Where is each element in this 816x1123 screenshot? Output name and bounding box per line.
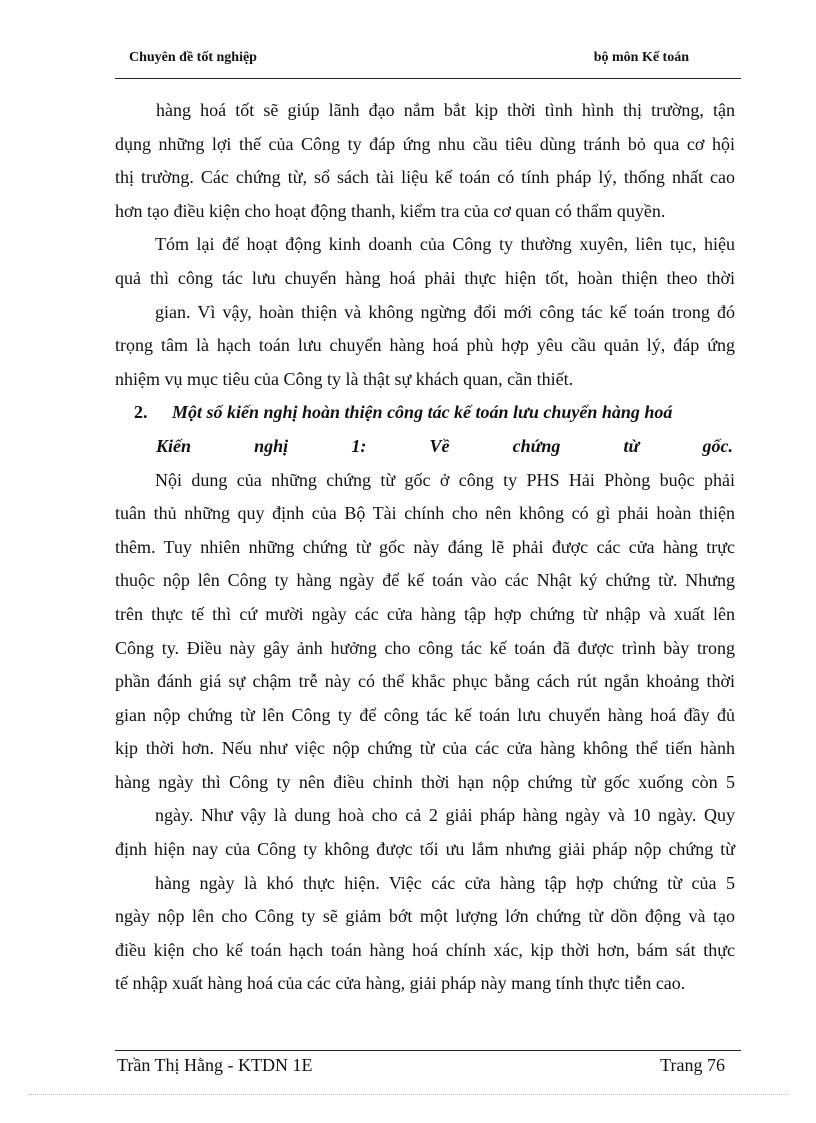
- subheading-word: chứng: [512, 435, 561, 456]
- page-number: Trang 76: [660, 1055, 725, 1075]
- text-line: tế nhập xuất hàng hoá của các cửa hàng, giải pháp này mang tính thực tiễn cao.: [115, 973, 686, 994]
- text-line: định hiện nay của Công ty không được tối ưu lắm nhưng giải pháp nộp chứng từ: [115, 839, 735, 860]
- subheading: [115, 430, 735, 464]
- subheading-word: nghị: [254, 435, 289, 456]
- text-line: thuộc nộp lên Công ty hàng ngày để kế toán vào các Nhật ký chứng từ. Nhưng: [115, 570, 735, 591]
- text-line: kịp thời hơn. Nếu như việc nộp chứng từ của các cửa hàng không thể tiến hành: [115, 738, 735, 759]
- text-line: nhiệm vụ mục tiêu của Công ty là thật sự khách quan, cần thiết.: [115, 368, 574, 389]
- text-line: phần đánh giá sự chậm trễ này có thể khắc phục bằng cách rút ngắn khoảng thời: [115, 671, 735, 692]
- text-line: Nội dung của những chứng từ gốc ở công ty PHS Hải Phòng buộc phải: [155, 469, 735, 490]
- footer-author: Trần Thị Hằng - KTDN 1E: [117, 1055, 313, 1075]
- text-line: gian. Vì vậy, hoàn thiện và không ngừng đổi mới công tác kế toán trong đó: [155, 301, 735, 322]
- text-line: hàng ngày là khó thực hiện. Việc các cửa hàng tập hợp chứng từ của 5: [155, 872, 735, 893]
- subheading-word: Về: [429, 435, 450, 456]
- subheading-word: 1:: [351, 435, 367, 456]
- text-line: hơn tạo điều kiện cho hoạt động thanh, kiểm tra của cơ quan có thẩm quyền.: [115, 200, 666, 221]
- page-footer: [115, 1050, 741, 1079]
- body-text: [115, 94, 735, 1001]
- section-title: Một số kiến nghị hoàn thiện công tác kế toán lưu chuyển hàng hoá: [172, 402, 673, 423]
- text-line: Công ty. Điều này gây ảnh hưởng cho công tác kế toán đã được trình bày trong: [115, 637, 735, 658]
- text-line: tuân thủ những quy định của Bộ Tài chính cho nên không có gì phải hoàn thiện: [115, 503, 735, 524]
- text-line: trên thực tế thì cứ mười ngày các cửa hàng tập hợp chứng từ nhập và xuất lên: [115, 603, 735, 624]
- text-line: ngày nộp lên cho Công ty sẽ giảm bớt một lượng lớn chứng từ dồn động và tạo: [115, 906, 735, 927]
- text-line: hàng ngày thì Công ty nên điều chỉnh thời hạn nộp chứng từ gốc xuống còn 5: [115, 771, 735, 792]
- text-line: trọng tâm là hạch toán lưu chuyển hàng hoá phù hợp yêu cầu quản lý, đáp ứng: [115, 335, 735, 356]
- text-line: thêm. Tuy nhiên những chứng từ gốc này đáng lẽ phải được các cửa hàng trực: [115, 536, 735, 557]
- text-line: Tóm lại để hoạt động kinh doanh của Công ty thường xuyên, liên tục, hiệu: [155, 234, 735, 255]
- header-right-text: bộ môn Kế toán: [593, 50, 689, 65]
- section-heading: [115, 396, 735, 430]
- subheading-word: gốc.: [702, 435, 733, 456]
- text-line: thị trường. Các chứng từ, sổ sách tài liệu kế toán có tính pháp lý, thống nhất cao: [115, 167, 735, 188]
- text-line: gian nộp chứng từ lên Công ty để công tác kế toán lưu chuyển hàng hoá đầy đủ: [115, 704, 735, 725]
- page-bottom-divider: [28, 1094, 788, 1095]
- subheading-word: Kiến: [156, 435, 192, 456]
- section-number: 2.: [134, 402, 148, 423]
- text-line: ngày. Như vậy là dung hoà cho cả 2 giải pháp hàng ngày và 10 ngày. Quy: [155, 805, 735, 826]
- header-left-text: Chuyên đề tốt nghiệp: [129, 50, 257, 65]
- text-line: dụng những lợi thế của Công ty đáp ứng nhu cầu tiêu dùng tránh bỏ qua cơ hội: [115, 133, 735, 154]
- text-line: điều kiện cho kế toán hạch toán hàng hoá chính xác, kịp thời hơn, bám sát thực: [115, 939, 735, 960]
- text-line: hàng hoá tốt sẽ giúp lãnh đạo nắm bắt kịp thời tình hình thị trường, tận: [156, 100, 735, 120]
- page-header: [115, 50, 741, 79]
- text-line: quả thì công tác lưu chuyển hàng hoá phải thực hiện tốt, hoàn thiện theo thời: [115, 267, 735, 288]
- subheading-word: từ: [623, 435, 640, 456]
